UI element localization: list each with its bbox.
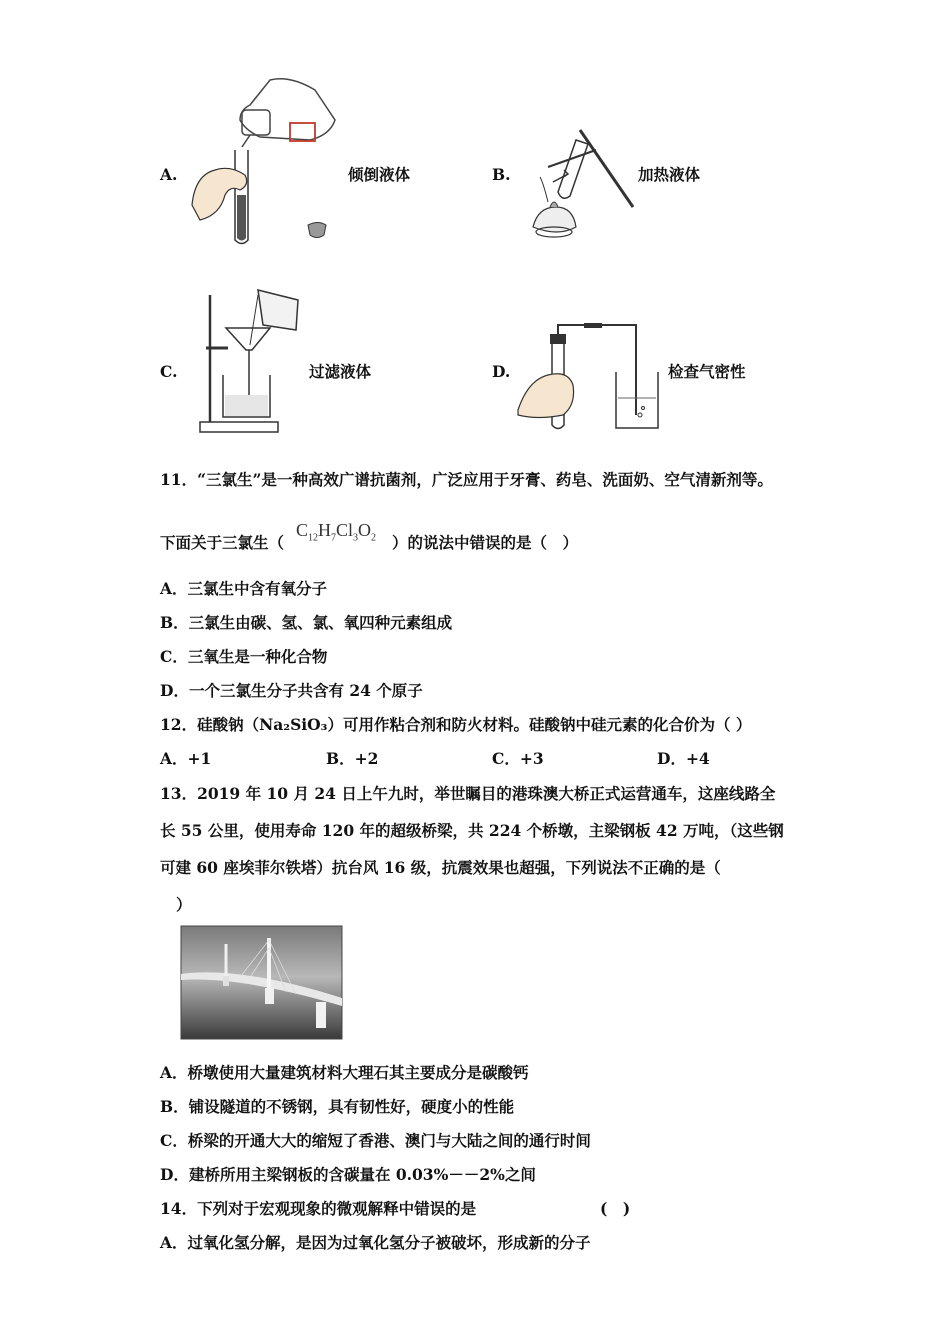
q13-option-c: C．桥梁的开通大大的缩短了香港、澳门与大陆之间的通行时间	[160, 1131, 591, 1150]
airtightness-check-illustration	[518, 320, 668, 432]
q13-option-a: A．桥墩使用大量建筑材料大理石其主要成分是碳酸钙	[160, 1063, 529, 1082]
option-b-caption: 加热液体	[638, 165, 701, 184]
option-c-letter: C.	[160, 362, 178, 381]
q12-option-b: B．+2	[326, 749, 379, 768]
option-b-letter: B.	[492, 165, 511, 184]
q13-stem-line3: 可建 60 座埃菲尔铁塔）抗台风 16 级，抗震效果也超强，下列说法不正确的是（	[160, 858, 721, 877]
q14-option-a: A．过氧化氢分解，是因为过氧化氢分子被破坏，形成新的分子	[160, 1233, 591, 1252]
option-c-caption: 过滤液体	[309, 362, 372, 381]
q12-option-a: A．+1	[160, 749, 212, 768]
q13-option-b: B．铺设隧道的不锈钢，具有韧性好，硬度小的性能	[160, 1097, 515, 1116]
q13-option-d: D．建桥所用主梁钢板的含碳量在 0.03%－－2%之间	[160, 1165, 536, 1184]
q11-option-b: B．三氯生由碳、氢、氯、氧四种元素组成	[160, 613, 453, 632]
q11-stem-post: ）的说法中错误的是（ ）	[392, 533, 579, 552]
q11-option-d: D．一个三氯生分子共含有 24 个原子	[160, 681, 423, 700]
q13-stem-line1: 13．2019 年 10 月 24 日上午九时，举世瞩目的港珠澳大桥正式运营通车，这座线路全	[160, 784, 776, 803]
option-a-letter: A.	[160, 165, 178, 184]
q11-option-a: A．三氯生中含有氧分子	[160, 579, 328, 598]
option-a-caption: 倾倒液体	[348, 165, 411, 184]
bridge-photo	[181, 926, 342, 1039]
q13-stem-line4: ）	[176, 895, 192, 914]
q11-option-c: C．三氧生是一种化合物	[160, 647, 328, 666]
q14-answer-paren: ( )	[600, 1199, 631, 1218]
q13-stem-line2: 长 55 公里，使用寿命 120 年的超级桥梁，共 224 个桥墩，主梁钢板 42 万吨，（这些钢	[160, 821, 784, 840]
q14-stem: 14．下列对于宏观现象的微观解释中错误的是	[160, 1199, 477, 1218]
q12-stem: 12．硅酸钠（Na₂SiO₃）可用作粘合剂和防火材料。硅酸钠中硅元素的化合价为（ ）	[160, 715, 752, 734]
option-d-caption: 检查气密性	[668, 362, 746, 381]
heating-liquid-illustration	[518, 122, 638, 247]
pouring-liquid-illustration	[190, 75, 340, 245]
q11-stem-line1: 11．“三氯生”是一种高效广谱抗菌剂，广泛应用于牙膏、药皂、洗面奶、空气清新剂等。	[160, 470, 773, 489]
q12-option-c: C．+3	[492, 749, 544, 768]
filtration-illustration	[198, 285, 308, 435]
q12-option-d: D．+4	[657, 749, 710, 768]
option-d-letter: D.	[492, 362, 511, 381]
q11-stem-pre: 下面关于三氯生（	[160, 533, 285, 552]
triclosan-formula: $C_{12}H_7Cl_3O_2$	[296, 520, 377, 544]
